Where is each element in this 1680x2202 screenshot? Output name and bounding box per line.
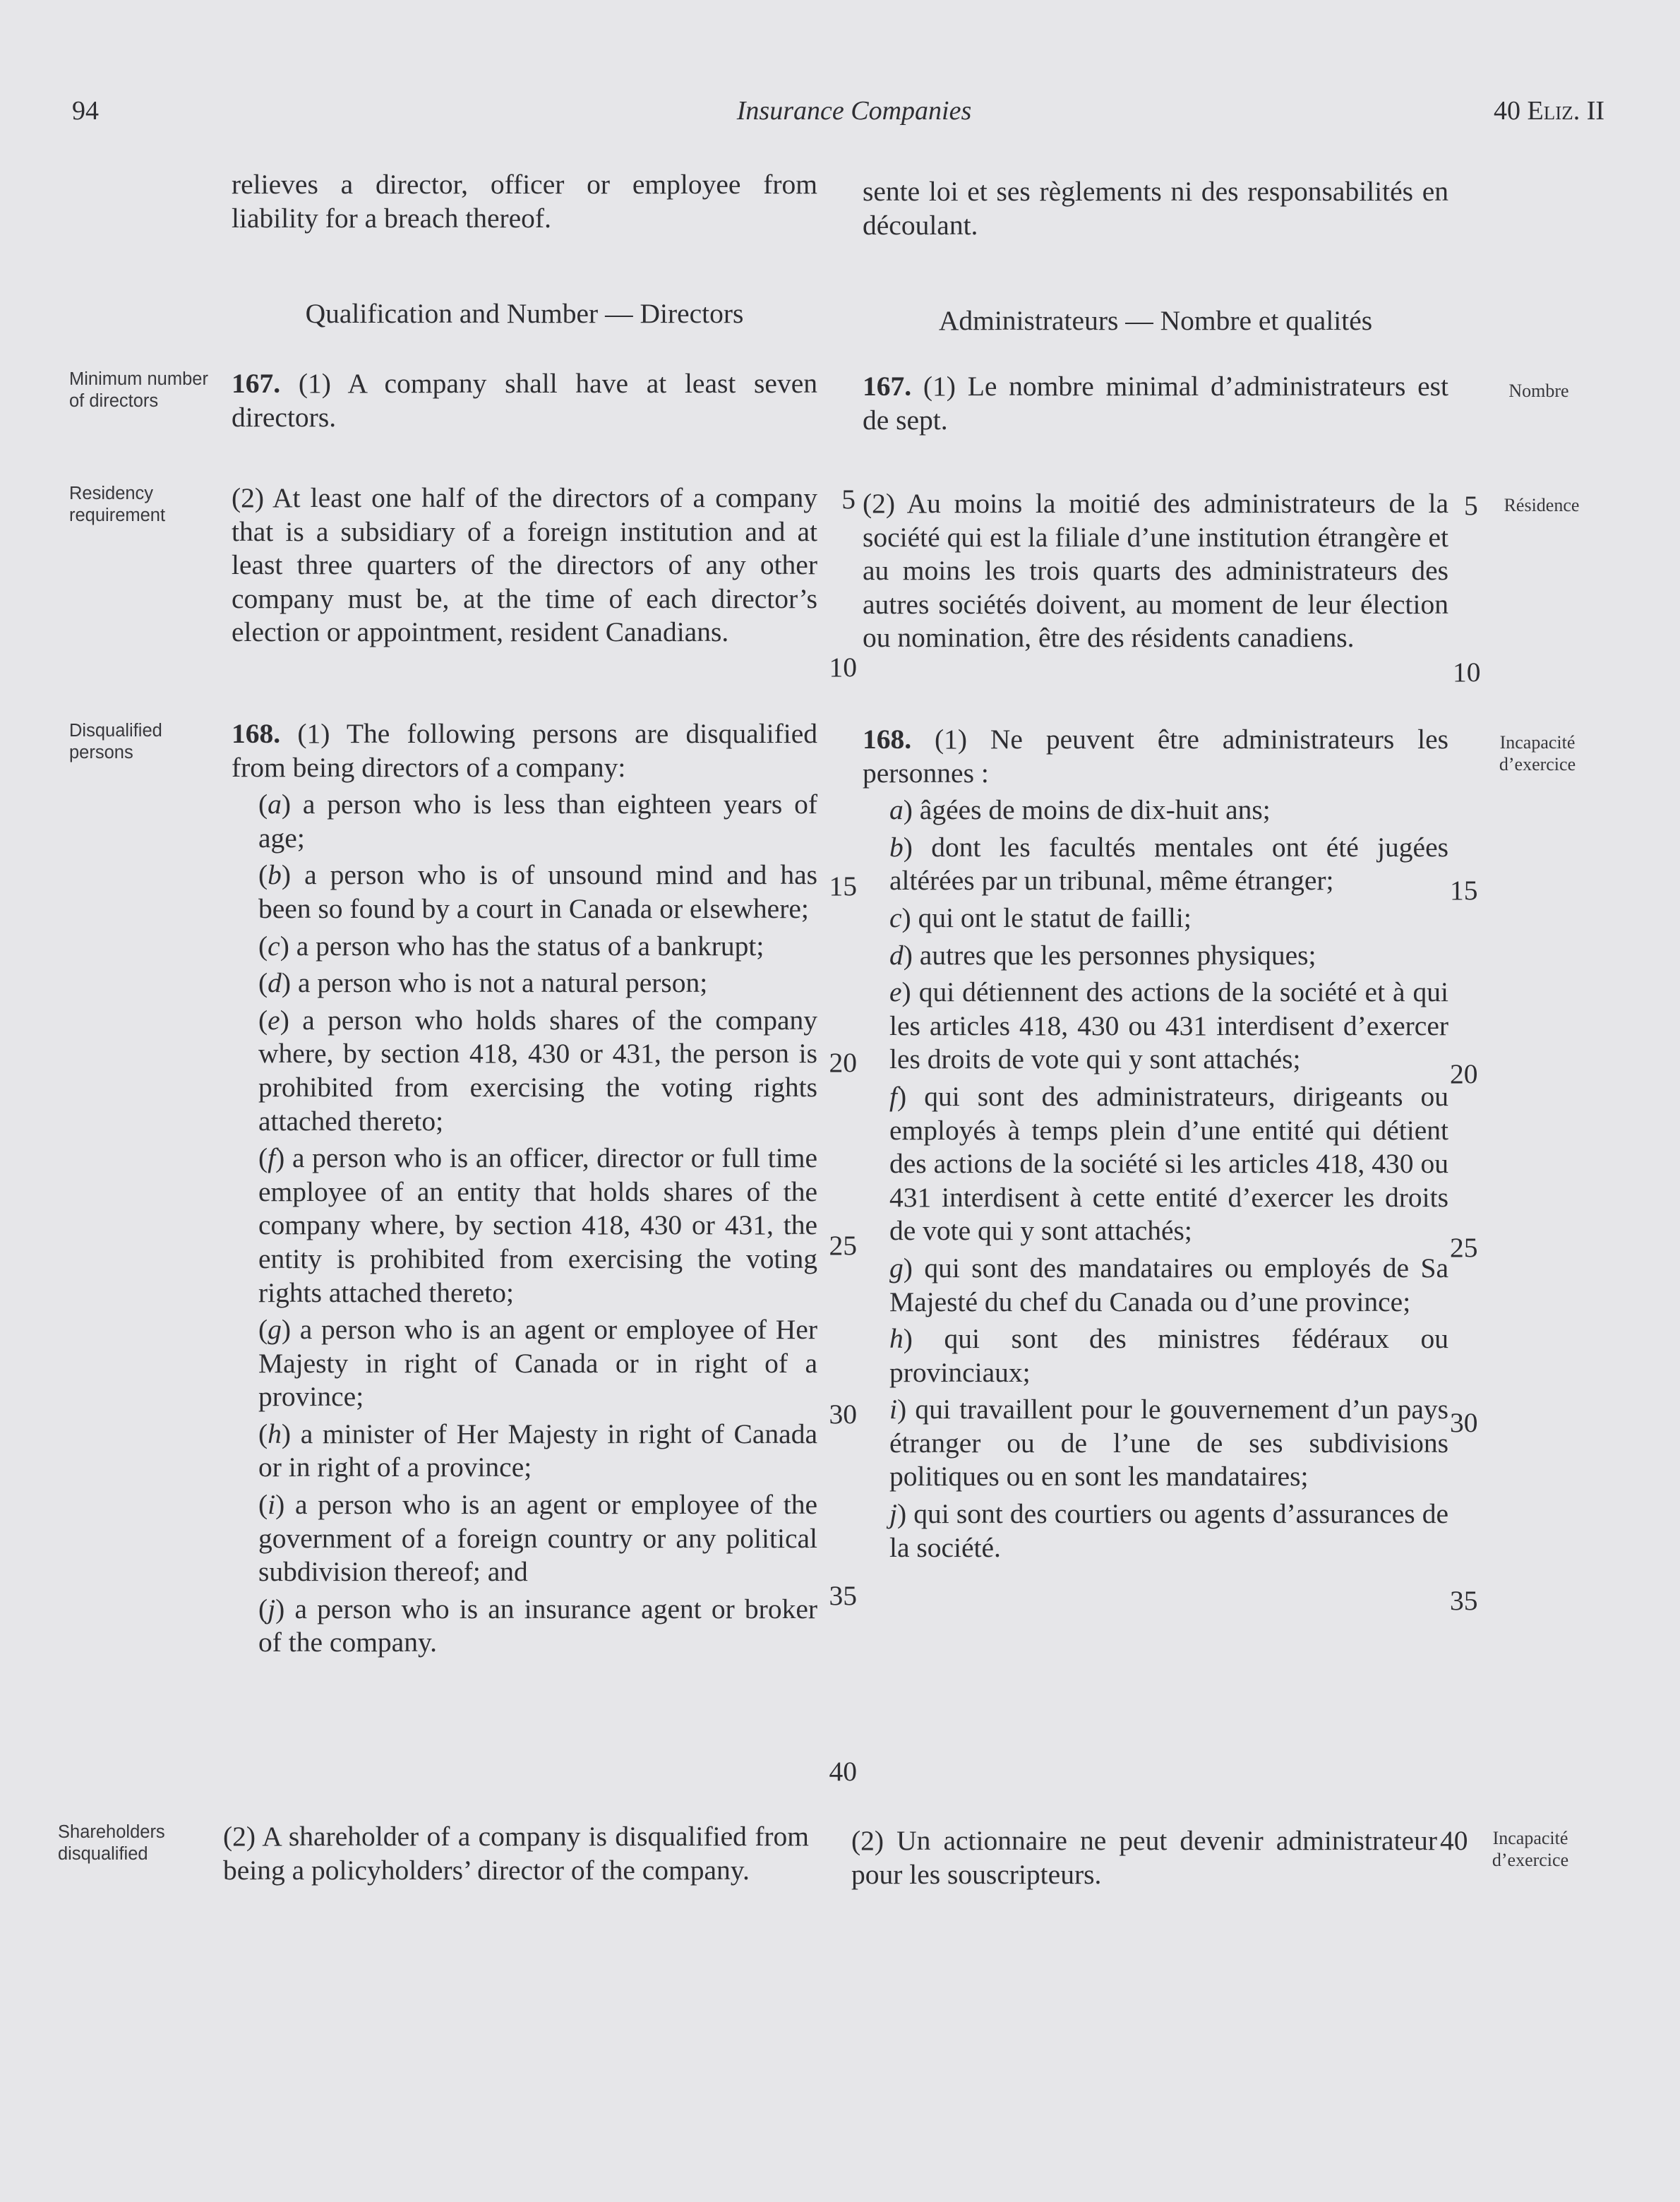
fr-para-c: c) qui ont le statut de failli;	[889, 902, 1192, 933]
fr-para-e: e) qui détiennent des actions de la société et à qui les articles 418, 430 ou 431 interdisent d’exercer les droits de vote qui y sont attachés;	[889, 976, 1449, 1075]
en-line-number: 15	[829, 870, 857, 902]
en-line-number: 5	[841, 484, 856, 515]
en-para-d: (d) a person who is not a natural person;	[258, 967, 708, 999]
en-section-168-1: 168. (1) The following persons are disqualified from being directors of a company: (a) a person who is less than eighteen years of age; (b) a person who is of unsound mind and has been so found by a court in Canada or elsewhere; (c) a person who has the status of a bankrupt; (d) a person who is not a natural person; (e) a person who holds shares of the company where, by section 418, 430 or 431, the person is prohibited from exercising the voting rights attached thereto; (f) a person who is an officer, director or full time employee of an entity that holds shares of the company where, by section 418, 430 or 431, the entity is prohibited from exercising the voting rights attached thereto; (g) a person who is an agent or employee of Her Majesty in right of Canada or in right of a province; (h) a minister of Her Majesty in right of Canada or in right of a province; (i) a person who is an agent or employee of the government of a foreign country or any political subdivision thereof; and (j) a person who is an insurance agent or broker of the company.	[232, 717, 817, 1660]
fr-line-number: 5	[1464, 490, 1478, 521]
fr-para-j: j) qui sont des courtiers ou agents d’assurances de la société.	[889, 1498, 1448, 1563]
margin-note-incapacite-2: Incapacité d’exercice	[1492, 1828, 1569, 1870]
fr-para-d: d) autres que les personnes physiques;	[889, 939, 1316, 971]
fr-section-heading: Administrateurs — Nombre et qualités	[938, 305, 1373, 336]
en-line-number: 25	[829, 1230, 857, 1261]
margin-note-shareholders: Shareholders disqualified	[58, 1822, 165, 1864]
en-para-j: (j) a person who is an insurance agent or broker of the company.	[258, 1593, 818, 1658]
en-continuation: relieves a director, officer or employee from liability for a breach thereof.	[232, 169, 817, 234]
margin-note-nombre: Nombre	[1508, 381, 1569, 401]
fr-line-number: 30	[1450, 1407, 1478, 1438]
en-line-number: 30	[829, 1399, 857, 1430]
en-para-i: (i) a person who is an agent or employee of the government of a foreign country or any political subdivision thereof; and	[258, 1489, 818, 1588]
fr-line-number: 35	[1450, 1585, 1478, 1616]
en-para-e: (e) a person who holds shares of the company where, by section 418, 430 or 431, the person is prohibited from exercising the voting rights attached thereto;	[258, 1004, 817, 1137]
fr-para-f: f) qui sont des administrateurs, dirigeants ou employés à temps plein d’une entité qui détient des actions de la société si les articles 418, 430 ou 431 interdisent à cette entité d’exercer les droits de vote qui y sont attachés;	[889, 1080, 1449, 1247]
fr-section-167-2: (2) Au moins la moitié des administrateurs de la société qui est la filiale d’une institution étrangère et au moins les trois quarts des administrateurs des autres sociétés doivent, au moment de leur élection ou nomination, être des résidents canadiens.	[863, 488, 1448, 654]
en-line-number: 10	[829, 652, 857, 683]
fr-para-b: b) dont les facultés mentales ont été jugées altérées par un tribunal, même étranger;	[889, 831, 1448, 897]
margin-note-minimum-directors: Minimum number of directors	[69, 369, 208, 411]
en-para-f: (f) a person who is an officer, director or full time employee of an entity that holds shares of the company where, by section 418, 430 or 431, the entity is prohibited from exercising the voting rights attached thereto;	[258, 1142, 818, 1308]
margin-note-residence: Résidence	[1504, 495, 1580, 515]
running-title: Insurance Companies	[736, 96, 972, 126]
fr-line-number: 15	[1450, 875, 1478, 906]
en-para-h: (h) a minister of Her Majesty in right of Canada or in right of a province;	[258, 1418, 817, 1483]
en-line-number: 35	[829, 1580, 857, 1611]
en-section-167-1: 167. (1) A company shall have at least seven directors.	[232, 368, 817, 433]
margin-note-disqualified: Disqualified persons	[69, 721, 162, 762]
fr-continuation: sente loi et ses règlements ni des responsabilités en découlant.	[863, 176, 1448, 241]
en-section-167-2: (2) At least one half of the directors of a company that is a subsidiary of a foreign institution and at least three quarters of the directors of any other company must be, at the time of each director’s election or appointment, resident Canadians.	[232, 482, 817, 648]
fr-line-number: 25	[1450, 1232, 1478, 1263]
page-number: 94	[72, 96, 99, 126]
en-section-heading: Qualification and Number — Directors	[305, 298, 744, 329]
margin-note-incapacite-1: Incapacité d’exercice	[1499, 732, 1576, 774]
fr-para-h: h) qui sont des ministres fédéraux ou provinciaux;	[889, 1323, 1448, 1388]
fr-section-167-1: 167. (1) Le nombre minimal d’administrateurs est de sept.	[863, 371, 1449, 436]
fr-line-number: 20	[1450, 1058, 1478, 1089]
fr-para-a: a) âgées de moins de dix-huit ans;	[889, 794, 1271, 826]
fr-section-168-1: 168. (1) Ne peuvent être administrateurs les personnes : a) âgées de moins de dix-huit ans; b) dont les facultés mentales ont été jugées altérées par un tribunal, même étranger; c) qui ont le statut de failli; d) autres que les personnes physiques; e) qui détiennent des actions de la société et à qui les articles 418, 430 ou 431 interdisent d’exercer les droits de vote qui y sont attachés; f) qui sont des administrateurs, dirigeants ou employés à temps plein d’une entité qui détient des actions de la société si les articles 418, 430 ou 431 interdisent à cette entité d’exercer les droits de vote qui y sont attachés; g) qui sont des mandataires ou employés de Sa Majesté du chef du Canada ou d’une province; h) qui sont des ministres fédéraux ou provinciaux; i) qui travaillent pour le gouvernement d’un pays étranger ou de l’une de ses subdivisions politiques ou en sont les mandataires; j) qui sont des courtiers ou agents d’assurances de la société.	[863, 723, 1448, 1564]
en-para-b: (b) a person who is of unsound mind and has been so found by a court in Canada or elsewhere;	[258, 859, 818, 924]
fr-para-g: g) qui sont des mandataires ou employés de Sa Majesté du chef du Canada ou d’une province;	[889, 1252, 1448, 1317]
margin-note-residency: Residency requirement	[69, 484, 166, 525]
en-para-g: (g) a person who is an agent or employee of Her Majesty in right of Canada or in right of a province;	[258, 1314, 817, 1413]
en-line-number: 20	[829, 1047, 857, 1078]
fr-line-number: 10	[1453, 657, 1481, 688]
fr-section-168-2: (2) Un actionnaire ne peut devenir administrateur pour les souscripteurs.	[851, 1825, 1437, 1890]
en-section-168-2: (2) A shareholder of a company is disqualified from being a policyholders’ director of the company.	[223, 1821, 809, 1886]
en-para-c: (c) a person who has the status of a bankrupt;	[258, 930, 764, 962]
fr-line-number: 40	[1440, 1825, 1468, 1856]
fr-para-i: i) qui travaillent pour le gouvernement d’un pays étranger ou de l’une de ses subdivisions politiques ou en sont les mandataires;	[889, 1394, 1449, 1492]
en-line-number: 40	[829, 1756, 857, 1787]
regnal-year: 40 Eliz. II	[1494, 96, 1605, 126]
en-para-a: (a) a person who is less than eighteen years of age;	[258, 789, 817, 854]
